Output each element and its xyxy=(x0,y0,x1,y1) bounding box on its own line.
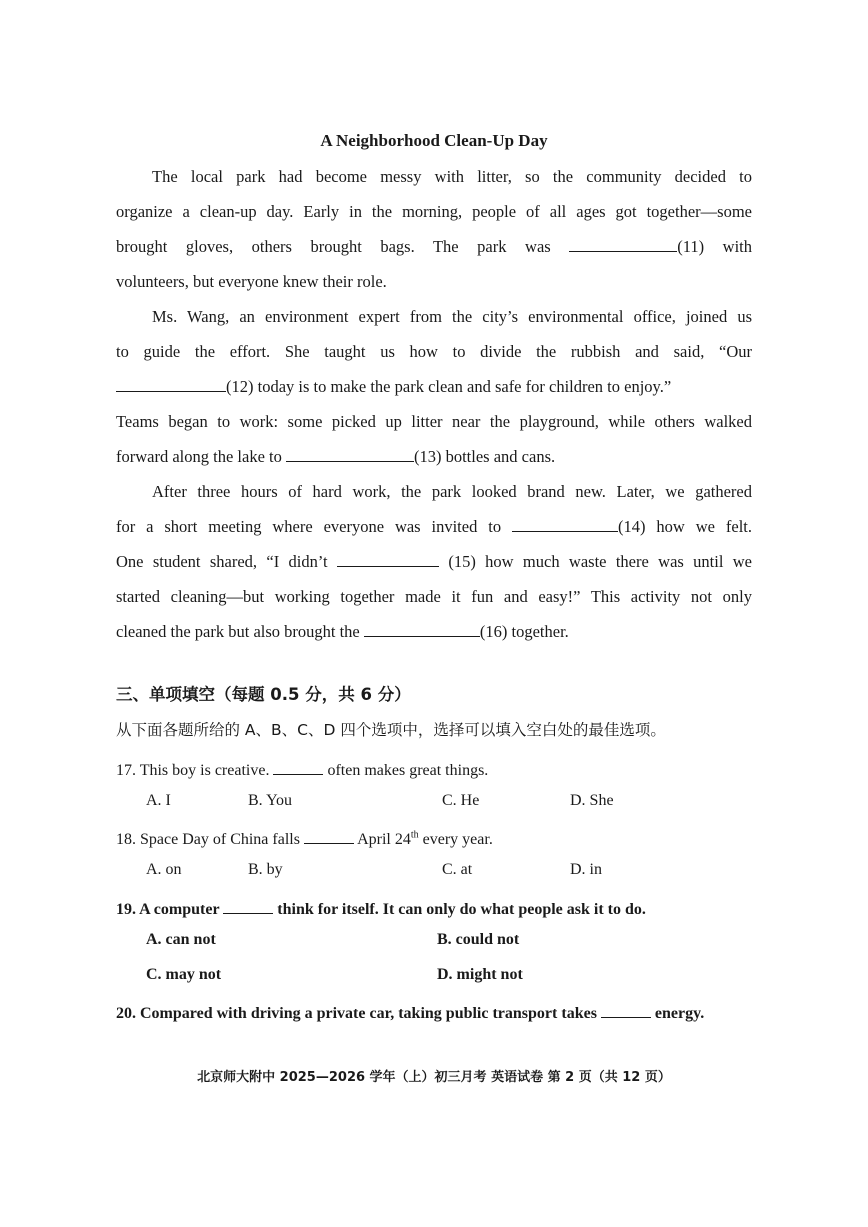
option-19b[interactable]: B. could not xyxy=(437,931,520,948)
answer-blank-11[interactable] xyxy=(569,235,677,252)
question-text: 19. A computer xyxy=(116,901,220,918)
answer-blank-12[interactable] xyxy=(116,375,226,392)
answer-blank-17[interactable] xyxy=(273,758,323,775)
question-text: every year. xyxy=(418,831,493,848)
answer-blank-15[interactable] xyxy=(337,550,439,567)
paragraph-text: (12) today is to make the park clean and safe for children to enjoy.” xyxy=(226,377,672,396)
question-text: April 24 xyxy=(357,831,411,848)
paragraph-line xyxy=(116,614,752,649)
question-19 xyxy=(116,897,646,919)
paragraph-3 xyxy=(116,474,752,649)
question-text: think for itself. It can only do what people ask it to do. xyxy=(277,901,646,918)
question-text: energy. xyxy=(654,1005,705,1022)
answer-blank-13[interactable] xyxy=(286,445,414,462)
option-18c[interactable]: C. at xyxy=(442,861,473,878)
question-text: often makes great things. xyxy=(327,762,489,779)
section-heading: 三、单项填空（每题 0.5 分，共 6 分） xyxy=(116,685,411,704)
paragraph-line: Teams began to work: some picked up litter near the playground, while others walked xyxy=(116,412,752,431)
answer-blank-18[interactable] xyxy=(304,827,354,844)
answer-blank-19[interactable] xyxy=(223,897,273,914)
question-17 xyxy=(116,758,488,780)
paragraph-text: forward along the lake to xyxy=(116,447,282,466)
paragraph-text: (11) with xyxy=(677,237,753,256)
paragraph-text: cleaned the park but also brought the xyxy=(116,622,360,641)
paragraph-line xyxy=(116,229,752,264)
answer-blank-20[interactable] xyxy=(601,1001,651,1018)
question-text: 18. Space Day of China falls xyxy=(116,831,300,848)
option-18d[interactable]: D. in xyxy=(570,861,602,878)
answer-blank-14[interactable] xyxy=(512,515,618,532)
paragraph-line: started cleaning—but working together made it fun and easy!” This activity not only xyxy=(116,587,752,606)
paragraph-line: volunteers, but everyone knew their role. xyxy=(116,272,387,291)
page-footer: 北京师大附中 2025—2026 学年（上）初三月考 英语试卷 第 2 页（共 12 页） xyxy=(197,1070,671,1085)
question-text: 17. This boy is creative. xyxy=(116,762,270,779)
superscript-th: th xyxy=(410,829,419,841)
paragraph-line xyxy=(116,369,752,404)
option-19a[interactable]: A. can not xyxy=(146,931,216,948)
paragraph-text: for a short meeting where everyone was invited to xyxy=(116,517,502,536)
paragraph-2 xyxy=(116,299,752,474)
paragraph-line xyxy=(116,509,752,544)
passage-title: A Neighborhood Clean-Up Day xyxy=(320,131,548,150)
option-19c[interactable]: C. may not xyxy=(146,966,222,983)
paragraph-1 xyxy=(116,159,752,299)
paragraph-text: (16) together. xyxy=(479,622,569,641)
answer-blank-16[interactable] xyxy=(364,620,480,637)
option-18b[interactable]: B. by xyxy=(248,861,283,878)
paragraph-text: (15) how much waste there was until we xyxy=(448,552,753,571)
question-20 xyxy=(116,1001,704,1023)
paragraph-line xyxy=(116,544,752,579)
question-18 xyxy=(116,827,493,849)
paragraph-line xyxy=(116,439,752,474)
option-17b[interactable]: B. You xyxy=(248,792,293,809)
option-17d[interactable]: D. She xyxy=(570,792,614,809)
paragraph-text: (14) how we felt. xyxy=(618,517,753,536)
paragraph-line: to guide the effort. She taught us how to divide the rubbish and said, “Our xyxy=(116,342,752,361)
paragraph-line: After three hours of hard work, the park looked brand new. Later, we gathered xyxy=(152,482,752,501)
option-19d[interactable]: D. might not xyxy=(437,966,523,983)
paragraph-line: The local park had become messy with litter, so the community decided to xyxy=(152,167,752,186)
paragraph-line: organize a clean-up day. Early in the morning, people of all ages got together—some xyxy=(116,202,752,221)
option-17a[interactable]: A. I xyxy=(146,792,171,809)
option-18a[interactable]: A. on xyxy=(146,861,182,878)
paragraph-text: brought gloves, others brought bags. The park was xyxy=(116,237,551,256)
section-instruction: 从下面各题所给的 A、B、C、D 四个选项中，选择可以填入空白处的最佳选项。 xyxy=(116,721,666,739)
paragraph-line: Ms. Wang, an environment expert from the city’s environmental office, joined us xyxy=(152,307,752,326)
paragraph-text: (13) bottles and cans. xyxy=(413,447,556,466)
question-text: 20. Compared with driving a private car, taking public transport takes xyxy=(116,1005,597,1022)
paragraph-text: One student shared, “I didn’t xyxy=(116,552,328,571)
option-17c[interactable]: C. He xyxy=(442,792,480,809)
